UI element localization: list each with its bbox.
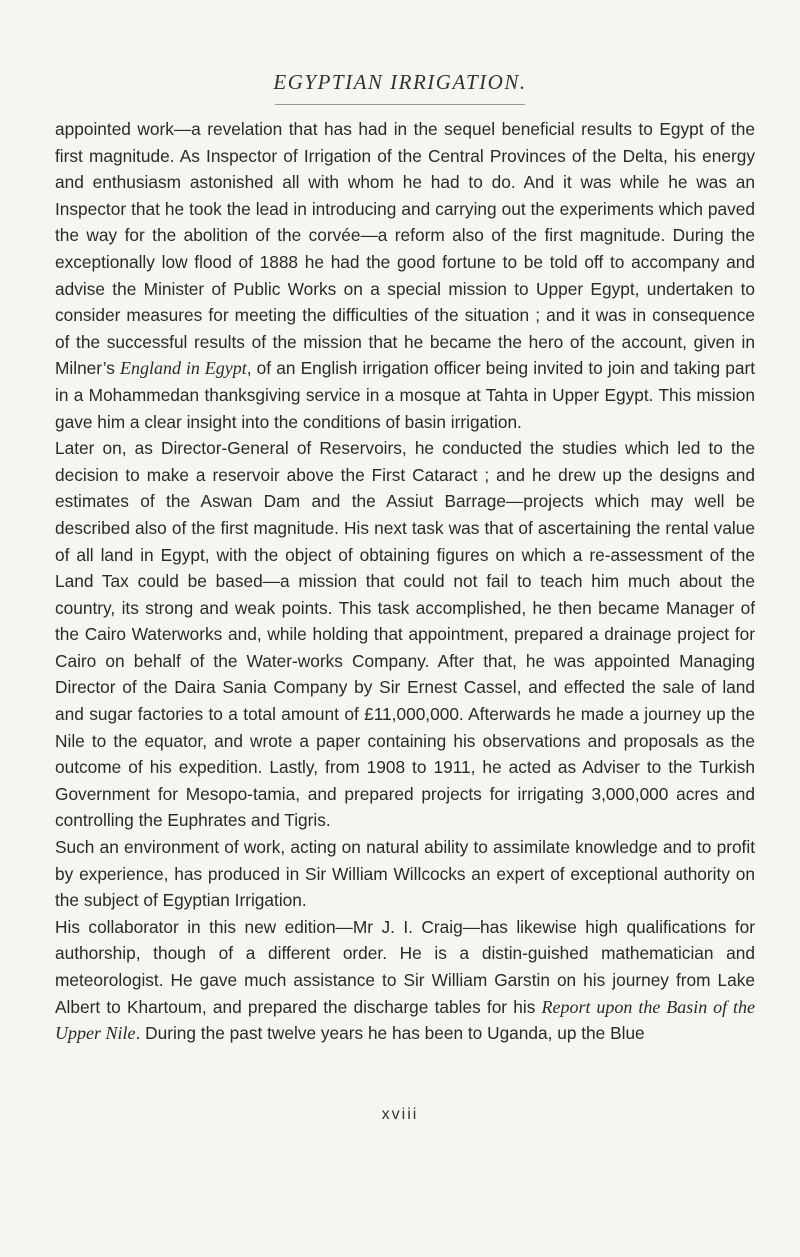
body-text: [55, 116, 755, 1047]
header-rule: [275, 104, 525, 105]
report-title: Report upon the Basin of the Upper Nile: [55, 996, 755, 1044]
page-number: xviii: [381, 1106, 419, 1123]
paragraph-2: Later on, as Director-General of Reservoirs, he conducted the studies which led to the decision to make a reservoir above the First Cataract ; and he drew up the designs and estimates of the Aswan Dam and the Assiut Barrage—projects which may well be described also of the first magnitude. His next task was that of ascertaining the rental value of all land in Egypt, with the object of obtaining figures on which a re-assessment of the Land Tax could be based—a mission that could not fail to teach him much about the country, its strong and weak points. This task accomplished, he then became Manager of the Cairo Waterworks and, while holding that appointment, prepared a drainage project for Cairo on behalf of the Water-works Company. After that, he was appointed Managing Director of the Daira Sania Company by Sir Ernest Cassel, and effected the sale of land and sugar factories to a total amount of £11,000,000. Afterwards he made a journey up the Nile to the equator, and wrote a paper containing his observations and proposals as the outcome of his expedition. Lastly, from 1908 to 1911, he acted as Adviser to the Turkish Government for Mesopo-tamia, and prepared projects for irrigating 3,000,000 acres and controlling the Euphrates and Tigris.: [55, 438, 755, 831]
running-title: EGYPTIAN IRRIGATION.: [273, 70, 527, 94]
paragraph-3: Such an environment of work, acting on natural ability to assimilate knowledge and to profit by experience, has produced in Sir William Willcocks an expert of exceptional authority on the subject of Egyptian Irrigation.: [55, 837, 755, 911]
paragraph-4: His collaborator in this new edition—Mr J. I. Craig—has likewise high qualifications for authorship, though of a different order. He is a distin-guished mathematician and meteorologist. He gave much assistance to Sir William Garstin on his journey from Lake Albert to Khartoum, and prepared the discharge tables for his Report upon the Basin of the Upper Nile. During the past twelve years he has been to Uganda, up the Blue: [55, 916, 755, 1044]
book-title-england-in-egypt: England in Egypt: [120, 358, 247, 379]
paragraph-1: appointed work—a revelation that has had in the sequel beneficial results to Egypt of the first magnitude. As Inspector of Irrigation of the Central Provinces of the Delta, his energy and enthusiasm astonished all with whom he had to do. And it was while he was an Inspector that he took the lead in introducing and carrying out the experiments which paved the way for the abolition of the corvée—a reform also of the first magnitude. During the exceptionally low flood of 1888 he had the good fortune to be told off to accompany and advise the Minister of Public Works on a special mission to Upper Egypt, undertaken to consider measures for meeting the difficulties of the situation ; and it was in consequence of the successful results of the mission that he became the hero of the account, given in Milner’s England in Egypt, of an English irrigation officer being invited to join and taking part in a Mohammedan thanksgiving service in a mosque at Tahta in Upper Egypt. This mission gave him a clear insight into the conditions of basin irrigation.: [55, 119, 755, 432]
